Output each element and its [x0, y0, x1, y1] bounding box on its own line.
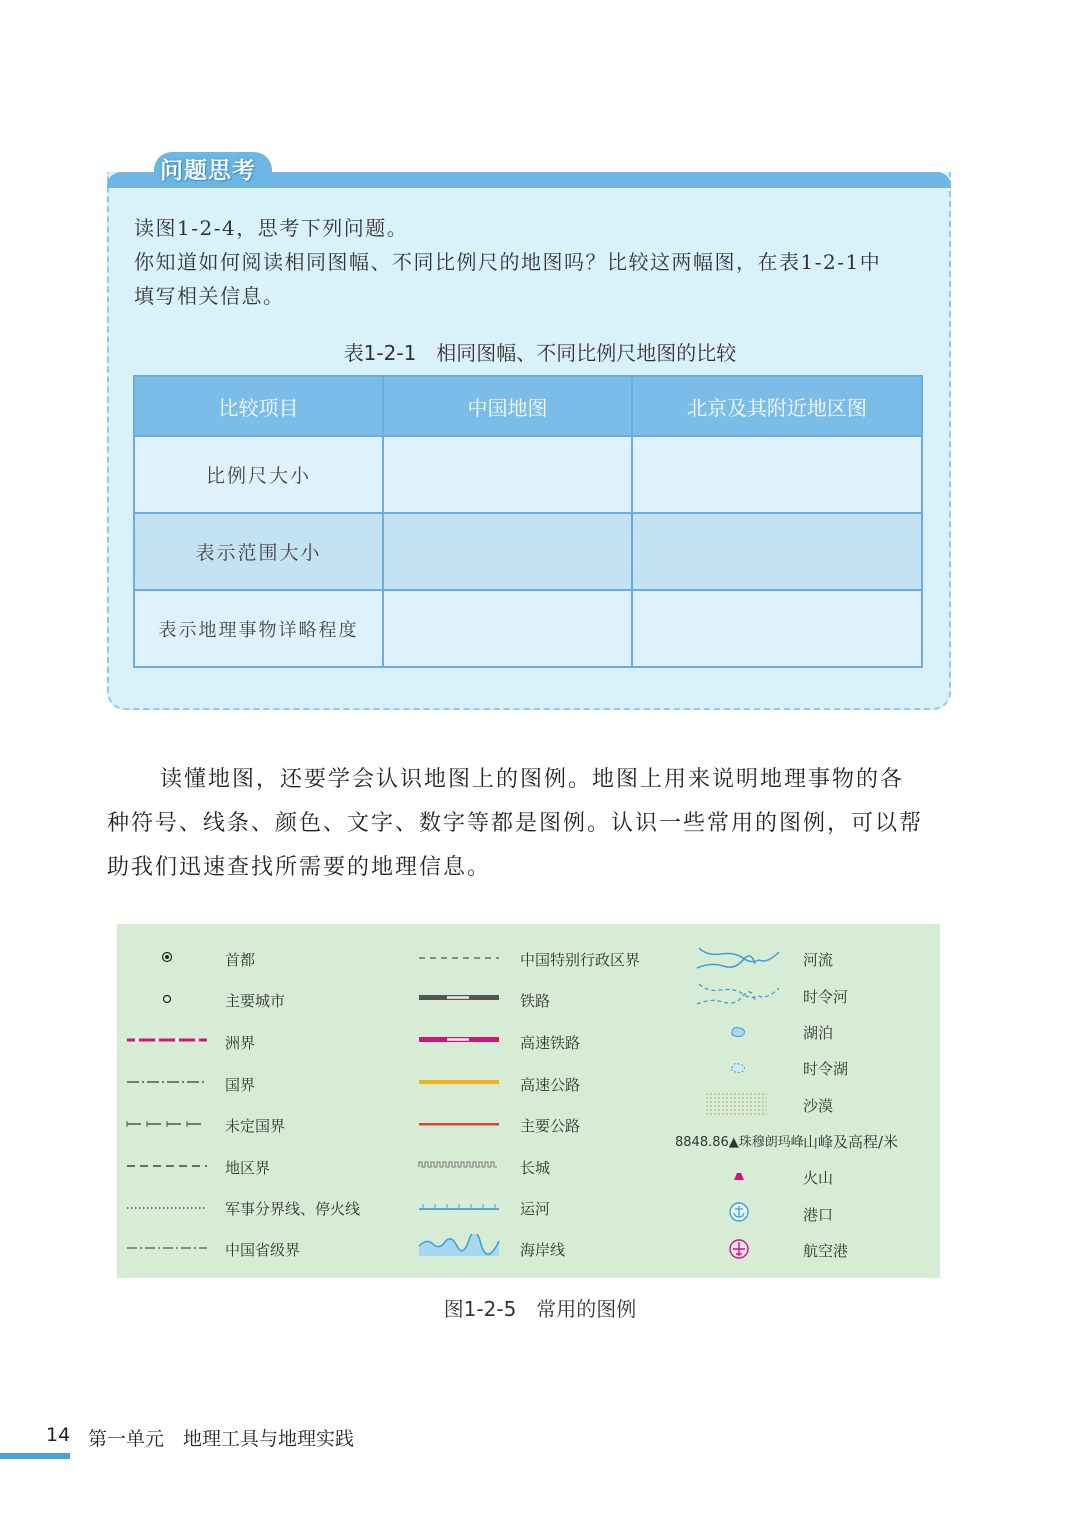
- undetermined-boundary-icon: [125, 1118, 209, 1130]
- seasonal-lake-icon: [729, 1060, 749, 1076]
- legend-label: 军事分界线、停火线: [225, 1200, 361, 1218]
- city-icon: [157, 992, 177, 1006]
- answer-cell[interactable]: [383, 513, 632, 590]
- legend-label: 中国省级界: [225, 1241, 301, 1259]
- coastline-icon: [417, 1234, 501, 1258]
- footer-accent-bar: [0, 1453, 70, 1459]
- legend-panel: [117, 924, 940, 1278]
- answer-cell[interactable]: [632, 436, 922, 513]
- table-caption: 表1-2-1 相同图幅、不同比例尺地图的比较: [343, 341, 737, 365]
- table-header-beijing-map: 北京及其附近地区图: [632, 376, 922, 436]
- question-line-3: 填写相关信息。: [134, 284, 285, 308]
- row-label-scale: 比例尺大小: [134, 436, 383, 513]
- row-label-range: 表示范围大小: [134, 513, 383, 590]
- figure-caption: 图1-2-5 常用的图例: [443, 1297, 637, 1321]
- high-speed-railway-icon: [417, 1034, 501, 1046]
- legend-label: 火山: [803, 1169, 834, 1187]
- legend-label: 长城: [520, 1159, 551, 1177]
- question-line-1: 读图1-2-4，思考下列问题。: [134, 216, 409, 240]
- legend-label: 时令湖: [803, 1060, 849, 1078]
- main-road-icon: [417, 1118, 501, 1130]
- legend-label: 国界: [225, 1076, 256, 1094]
- table-row: [134, 436, 922, 513]
- expressway-icon: [417, 1076, 501, 1088]
- province-boundary-icon: [125, 1242, 209, 1254]
- answer-cell[interactable]: [632, 513, 922, 590]
- table-header-china-map: 中国地图: [383, 376, 632, 436]
- great-wall-icon: [417, 1158, 501, 1170]
- legend-label: 时令河: [803, 988, 849, 1006]
- paragraph-line-3: 助我们迅速查找所需要的地理信息。: [107, 855, 492, 880]
- legend-label: 河流: [803, 951, 834, 969]
- anchor-icon: [728, 1201, 750, 1223]
- page-number: 14: [46, 1424, 71, 1446]
- airport-icon: [728, 1238, 750, 1260]
- question-line-2: 你知道如何阅读相同图幅、不同比例尺的地图吗？比较这两幅图，在表1-2-1中: [134, 250, 882, 274]
- region-boundary-icon: [125, 1160, 209, 1172]
- legend-label: 湖泊: [803, 1024, 834, 1042]
- legend-label: 主要公路: [520, 1117, 581, 1135]
- legend-label: 沙漠: [803, 1097, 834, 1115]
- sar-boundary-icon: [417, 952, 501, 964]
- table-header-item: 比较项目: [134, 376, 383, 436]
- legend-label: 高速公路: [520, 1076, 581, 1094]
- legend-label: 山峰及高程/米: [803, 1133, 899, 1151]
- legend-label: 主要城市: [225, 992, 286, 1010]
- railway-icon: [417, 992, 501, 1004]
- legend-label: 铁路: [520, 992, 551, 1010]
- capital-icon: [157, 950, 177, 964]
- table-row: [134, 590, 922, 667]
- peak-sample-label: 8848.86▲珠穆朗玛峰: [675, 1135, 804, 1150]
- canal-icon: [417, 1200, 501, 1214]
- row-label-detail: 表示地理事物详略程度: [134, 590, 383, 667]
- legend-label: 海岸线: [520, 1241, 566, 1259]
- unit-title: 第一单元 地理工具与地理实践: [88, 1428, 355, 1450]
- comparison-table: [133, 375, 923, 668]
- legend-label: 未定国界: [225, 1117, 286, 1135]
- answer-cell[interactable]: [383, 436, 632, 513]
- legend-label: 地区界: [225, 1159, 271, 1177]
- legend-label: 洲界: [225, 1034, 256, 1052]
- legend-label: 港口: [803, 1206, 834, 1224]
- legend-label: 高速铁路: [520, 1034, 581, 1052]
- legend-label: 中国特别行政区界: [520, 951, 641, 969]
- national-boundary-icon: [125, 1076, 209, 1088]
- seasonal-river-icon: [693, 980, 785, 1010]
- lake-icon: [729, 1024, 749, 1040]
- question-box-title: 问题思考: [160, 158, 256, 184]
- desert-icon: [705, 1092, 767, 1116]
- answer-cell[interactable]: [383, 590, 632, 667]
- volcano-icon: [731, 1170, 747, 1182]
- answer-cell[interactable]: [632, 590, 922, 667]
- river-icon: [693, 944, 785, 974]
- paragraph-line-2: 种符号、线条、颜色、文字、数字等都是图例。认识一些常用的图例，可以帮: [107, 811, 924, 836]
- military-line-icon: [125, 1202, 209, 1214]
- paragraph-line-1: 读懂地图，还要学会认识地图上的图例。地图上用来说明地理事物的各: [160, 767, 905, 792]
- legend-label: 运河: [520, 1200, 551, 1218]
- table-row: [134, 513, 922, 590]
- legend-label: 首都: [225, 951, 256, 969]
- legend-label: 航空港: [803, 1242, 849, 1260]
- continent-boundary-icon: [125, 1034, 209, 1046]
